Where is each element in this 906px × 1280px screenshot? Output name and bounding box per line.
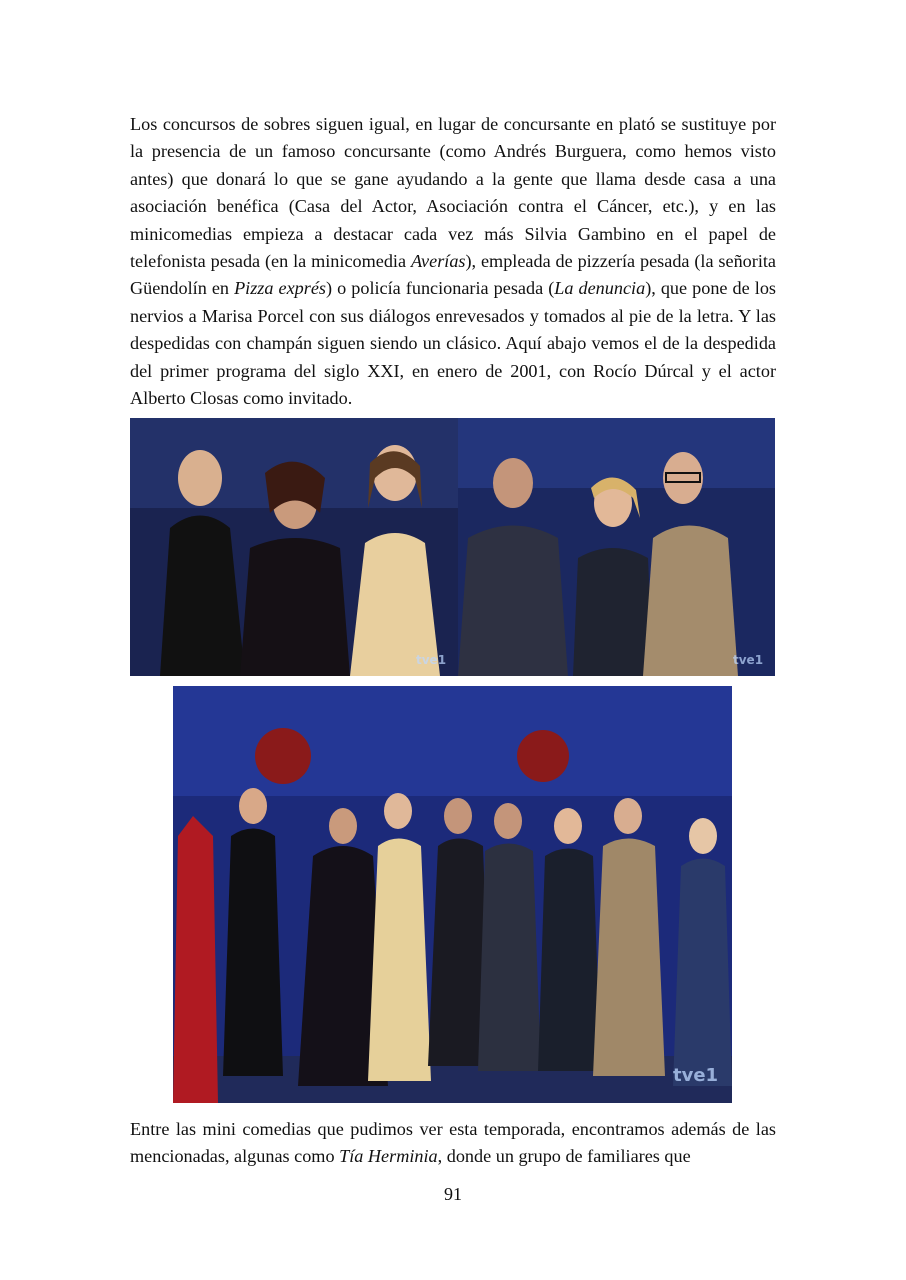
text-run: , donde un grupo de familiares que — [437, 1146, 691, 1167]
italic-title-la-denuncia: La denuncia — [554, 278, 646, 299]
italic-title-tia-herminia: Tía Herminia — [339, 1146, 438, 1167]
text-run: ), que pone de los nervios a Marisa Porcel con sus diálogos enrevesados y tomados al pie de la letra. Y las despedidas con champán siguen siendo un clásico. Aquí abajo vemos el de la despedida del primer programa del siglo XXI, en enero de 2001, con Rocío Dúrcal y el actor Alberto Closas como invitado. — [130, 278, 776, 409]
text-run: Los concursos de sobres siguen igual, en lugar de concursante en plató se sustituye por la presencia de un famoso concursante (como Andrés Burguera, como hemos visto antes) que donará lo que se gane ayudando a la gente que llama desde casa a una asociación benéfica (Casa del Actor, Asociación contra el Cáncer, etc.), y en las minicomedias empieza a destacar cada vez más Silvia Gambino en el papel de telefonista pesada (en la minicomedia — [130, 114, 776, 272]
photo-farewell-guests-right — [458, 418, 775, 676]
tve-logo: tve1 — [416, 653, 447, 667]
text-run: ) o policía funcionaria pesada ( — [326, 278, 555, 299]
text-run: ), empleada de pizzería pesada (la señorita Güendolín en — [130, 251, 776, 299]
tve-logo: tve1 — [733, 653, 764, 667]
photo-illustration — [130, 418, 458, 676]
photo-illustration — [458, 418, 775, 676]
italic-title-pizza-expres: Pizza exprés — [234, 278, 326, 299]
body-paragraph-2 — [130, 1116, 776, 1171]
tve-logo: tve1 — [673, 1065, 719, 1086]
italic-title-averias: Averías — [410, 251, 466, 272]
page-number: 91 — [444, 1184, 462, 1204]
text-run: Entre las mini comedias que pudimos ver esta temporada, encontramos además de las mencionadas, algunas como — [130, 1119, 776, 1167]
photo-illustration — [173, 686, 732, 1103]
photo-farewell-guests-left — [130, 418, 458, 676]
photo-farewell-group — [173, 686, 732, 1103]
body-paragraph-1 — [130, 111, 776, 412]
